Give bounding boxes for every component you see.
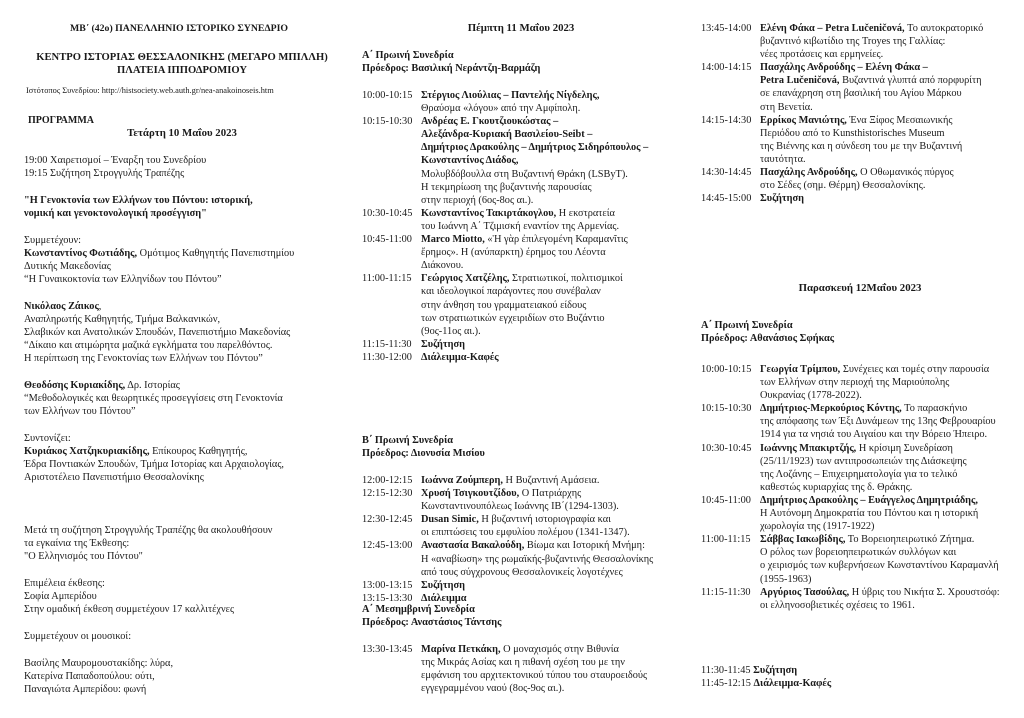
participant-talk: των Ελλήνων του Πόντου” (24, 406, 136, 418)
schedule-line: 19:15 Συζήτηση Στρογγυλής Τραπέζης (24, 168, 185, 180)
session-entries (701, 363, 1024, 612)
entry-line (760, 74, 1021, 87)
time-slot: 12:30-12:45 (362, 514, 413, 526)
talk-title: Η τεκμηρίωση της βυζαντινής παρουσίας (421, 181, 592, 193)
musician: Κατερίνα Παπαδοπούλου: ούτι, (24, 671, 155, 683)
schedule-entry (362, 351, 692, 364)
talk-title: σε επανάχρηση στη βασιλική του Αγίου Μάρκου (760, 88, 962, 100)
talk-title: ἔρημος». Η (ανύπαρκτη) έρημος του Λέοντα (421, 247, 606, 259)
moderator-label: Συντονίζει: (24, 433, 71, 444)
curation-line: Στην ομαδική έκθεση συμμετέχουν 17 καλλιτέχνες (24, 604, 235, 616)
time-slot: 14:45-15:00 (701, 193, 752, 205)
moderator (24, 445, 284, 484)
session-heading (362, 603, 501, 629)
speaker-name: Δημήτριος Δρακούλης – Ευάγγελος Δημητριάδης, (760, 494, 978, 506)
session-title: Α΄ Μεσημβρινή Συνεδρία (362, 604, 475, 615)
schedule-entry (362, 233, 692, 272)
entry-body (421, 643, 692, 695)
entry-body (760, 22, 1021, 61)
moderator-role: Επίκουρος Καθηγητής, (149, 446, 248, 457)
time-slot: 14:15-14:30 (701, 114, 752, 126)
entry-body (421, 351, 692, 364)
talk-title: Κωνσταντινουπόλεως Ιωάννης ΙΒ΄(1294-1303). (421, 501, 619, 513)
participant-role: Αναπληρωτής Καθηγητής, Τμήμα Βαλκανικών, (24, 314, 221, 326)
time-slot: 14:30-14:45 (701, 167, 752, 179)
schedule-entry (701, 166, 1021, 192)
speaker-name: Συζήτηση (760, 193, 804, 205)
entry-line (421, 115, 692, 128)
program-label: ΠΡΟΓΡΑΜΜΑ (28, 115, 94, 126)
talk-title: στο Σέδες (σημ. Θέρμη) Θεσσαλονίκης. (760, 180, 926, 192)
speaker-name: Συζήτηση (421, 579, 465, 591)
speaker-name: Ερρίκος Μανιώτης, (760, 114, 847, 126)
talk-title: της Βιέννης και η σύνδεση του με την Βυζαντινή (760, 140, 963, 152)
participant-talk: “Μεθοδολογικές και θεωρητικές προσεγγίσεις στη Γενοκτονία (24, 393, 283, 405)
participant-talk: Η περίπτωση της Γενοκτονίας των Ελλήνων του Πόντου” (24, 353, 263, 365)
schedule-entry (362, 539, 692, 578)
session-entries (362, 474, 692, 605)
talk-title: του Ιωάννη Α΄ Τζιμισκή εναντίον της Αρμενίας. (421, 220, 620, 232)
entry-line (760, 442, 1024, 455)
time-slot: 10:30-10:45 (701, 442, 752, 454)
moderator-role: Έδρα Ποντιακών Σπουδών, Τμήμα Ιστορίας και Αρχαιολογίας, (24, 459, 284, 471)
participant-role: Δυτικής Μακεδονίας (24, 261, 111, 273)
talk-title: της Μικράς Ασίας και η πιθανή σχέση του με την (421, 657, 625, 669)
talk-title: ταυτότητα. (760, 153, 806, 165)
musicians-label: Συμμετέχουν οι μουσικοί: (24, 631, 132, 642)
participant-name: Κωνσταντίνος Φωτιάδης, (24, 248, 138, 259)
entry-line (760, 114, 1021, 127)
entry-line (421, 207, 692, 220)
speaker-name: Κωνσταντίνος Διάδος, (421, 155, 519, 167)
talk-title: Διάκονου. (421, 260, 464, 272)
session-entries (362, 89, 692, 364)
speaker-name: Μαρίνα Πετκάκη, (421, 644, 501, 655)
entry-line (760, 192, 1021, 205)
session-title: Α΄ Πρωινή Συνεδρία (701, 320, 793, 331)
schedule-entry (362, 474, 692, 487)
speaker-name: Πασχάλης Ανδρούδης, (760, 167, 858, 179)
talk-title: Η εκστρατεία (556, 207, 615, 219)
talk-title: «Ἡ γὰρ ἐπιλεγομένη Καραμανῖτις (484, 234, 628, 246)
entry-body (421, 579, 692, 592)
venue-line: ΚΕΝΤΡΟ ΙΣΤΟΡΙΑΣ ΘΕΣΣΑΛΟΝΙΚΗΣ (ΜΕΓΑΡΟ ΜΠΙΛΛΗ) (36, 52, 328, 63)
schedule-entry (362, 579, 692, 592)
time-slot: 11:00-11:15 (701, 534, 751, 546)
comma: , (98, 301, 102, 312)
entry-line (421, 579, 692, 592)
talk-title: Ο Πατριάρχης (519, 488, 582, 500)
time-slot: 10:45-11:00 (701, 494, 751, 506)
session-entries (362, 643, 692, 695)
talk-title: στην περιοχή (6ος-8ος αι.). (421, 194, 534, 206)
time-slot: 10:15-10:30 (362, 116, 413, 128)
speaker-name: Αργύριος Τασούλας, (760, 586, 850, 598)
talk-title: 1914 για τα νησιά του Αιγαίου και την Βόρειο Ήπειρο. (760, 429, 988, 441)
schedule-entry (362, 207, 692, 233)
talk-title: Ουκρανίας (1778-2022). (760, 390, 862, 402)
time-slot: 11:00-11:15 (362, 273, 412, 285)
talk-title: Θραύσμα «λόγου» από την Αμφίπολη. (421, 103, 581, 115)
speaker-name: Στέργιος Λιούλιας – Παντελής Νίγδελης, (421, 90, 600, 101)
entry-body (760, 586, 1024, 612)
entry-line (421, 351, 692, 364)
curation-line: Σοφία Αμπερίδου (24, 591, 97, 603)
curation-block (24, 577, 234, 616)
talk-title: της Λοζάνης – Επιχειρηματολογία για το τελικό (760, 468, 958, 480)
entry-line (760, 22, 1021, 35)
participant-talk: “Η Γυναικοκτονία των Ελληνίδων του Πόντου” (24, 274, 222, 286)
talk-title: οι ελληνοσοβιετικές σχέσεις το 1961. (760, 599, 915, 611)
time-slot: 12:15-12:30 (362, 488, 413, 500)
speaker-name: Ιωάννης Μπακιρτζής, (760, 442, 857, 454)
talk-title: Βίωμα και Ιστορική Μνήμη: (524, 540, 645, 552)
closing-block (701, 664, 831, 690)
entry-body (760, 114, 1021, 166)
talk-title: Το παρασκήνιο (901, 403, 968, 415)
time-slot: 10:30-10:45 (362, 207, 413, 219)
participants-label: Συμμετέχουν: (24, 235, 82, 246)
entry-body (421, 115, 692, 207)
entry-body (421, 487, 692, 513)
talk-title: οι επιπτώσεις του εμφυλίου πολέμου (1341-1347). (421, 527, 630, 539)
entry-line (421, 141, 692, 154)
venue-line: ΠΛΑΤΕΙΑ ΙΠΠΟΔΡΟΜΙΟΥ (117, 65, 247, 76)
talk-title: Στρατιωτικοί, πολιτισμικοί (509, 273, 623, 285)
session-heading (362, 434, 485, 460)
entry-body (760, 533, 1024, 585)
session-chair: Πρόεδρος: Βασιλική Νεράντζη-Βαρμάζη (362, 63, 541, 75)
talk-title: εμφάνιση του αρχιτεκτονικού τύπου του σταυροειδούς (421, 670, 648, 682)
speaker-name: Διάλειμμα-Καφές (421, 351, 499, 363)
speaker-name: Πασχάλης Ανδρούδης – Ελένη Φάκα – (760, 62, 928, 74)
day-heading-wednesday: Τετάρτη 10 Μαΐου 2023 (127, 127, 237, 139)
day-heading-friday: Παρασκευή 12Μαΐου 2023 (798, 282, 922, 294)
schedule-entry (362, 89, 692, 115)
website-line: Ιστότοπος Συνεδρίου: http://histsociety.web.auth.gr/nea-anakoinoseis.htm (26, 86, 274, 95)
entry-body (760, 494, 1024, 533)
entry-line (421, 89, 692, 102)
talk-title: Ο μοναχισμός στην Βιθυνία (500, 644, 619, 655)
time-slot: 10:00-10:15 (362, 90, 413, 101)
time-slot: 11:15-11:30 (362, 338, 412, 350)
entry-line (760, 533, 1024, 546)
talk-title: Συνέχειες και τομές στην παρουσία (840, 364, 990, 375)
venue-heading (24, 51, 340, 77)
schedule-entry (701, 586, 1024, 612)
schedule-entry (701, 61, 1021, 113)
entry-line (421, 154, 692, 167)
participant-name: Νικόλαος Ζάικος (24, 301, 99, 312)
schedule-entry (701, 114, 1021, 166)
entry-body (760, 442, 1024, 494)
talk-title: Ένα Ξίφος Μεσαιωνικής (846, 114, 953, 126)
speaker-name: Δημήτριος-Μερκούριος Κόντης, (760, 403, 902, 415)
musician: Παναγιώτα Αμπερίδου: φωνή (24, 684, 147, 696)
entry-line (421, 487, 692, 500)
participant (24, 247, 294, 286)
entry-body (421, 89, 692, 115)
speaker-name: Κωνσταντίνος Τακιρτάκογλου, (421, 207, 557, 219)
entry-body (760, 166, 1021, 192)
talk-title: και ιδεολογικοί παράγοντες που συνέβαλαν (421, 286, 601, 298)
session-chair: Πρόεδρος: Αθανάσιος Σφήκας (701, 333, 835, 345)
session-heading (362, 49, 540, 75)
entry-body (760, 363, 1024, 402)
talk-title: Μολυβδόβουλλα στη Βυζαντινή Θράκη (LSByT). (421, 168, 628, 180)
entry-line (421, 539, 692, 552)
opening-block (24, 154, 206, 180)
curation-line: Επιμέλεια έκθεσης: (24, 578, 105, 589)
talk-title: από τους σύγχρονους Θεσσαλονικείς λογοτέχνες (421, 566, 623, 578)
schedule-entry (701, 402, 1024, 441)
entry-body (421, 207, 692, 233)
speaker-name: Σάββας Ιακωβίδης, (760, 534, 846, 546)
schedule-entry (362, 513, 692, 539)
entry-line (421, 513, 692, 526)
participant-role: Σλαβικών και Ανατολικών Σπουδών, Πανεπιστήμιο Μακεδονίας (24, 327, 291, 339)
talk-title: Η Αυτόνομη Δημοκρατία του Πόντου και η ιστορική (760, 508, 979, 520)
time-slot: 12:00-12:15 (362, 475, 413, 486)
schedule-entry (362, 338, 692, 351)
talk-title: Η ύβρις του Νικήτα Σ. Χρουστσόφ: (849, 586, 1000, 598)
speaker-name: Ιωάννα Ζούμπερη, (421, 475, 503, 486)
musicians-block (24, 657, 173, 696)
talk-title: Ο ρόλος των βορειοηπειρωτικών συλλόγων και (760, 547, 957, 559)
conference-title: ΜΒ΄ (42ο) ΠΑΝΕΛΛΗΝΙΟ ΙΣΤΟΡΙΚΟ ΣΥΝΕΔΡΙΟ (70, 23, 288, 34)
talk-title: καθεστώς κυριαρχίας της δ. Θράκης. (760, 481, 913, 493)
speaker-name: Αναστασία Βακαλούδη, (421, 540, 525, 552)
session-heading (701, 319, 834, 345)
entry-line (760, 363, 1024, 376)
schedule-entry (701, 442, 1024, 494)
talk-title: στην άνθηση του γραμματειακού είδους (421, 299, 587, 311)
speaker-name: Δημήτριος Δρακούλης – Δημήτριος Σιδηρόπουλος – (421, 142, 649, 154)
participant-name: Θεοδόσης Κυριακίδης, (24, 380, 126, 391)
talk-title: Το Βορειοηπειρωτικό Ζήτημα. (845, 534, 975, 546)
participant-talk: “Δίκαιο και ατιμώρητα μαζικά εγκλήματα του παρελθόντος. (24, 340, 273, 352)
entry-line (421, 643, 692, 656)
speaker-name: Διάλειμμα (421, 592, 467, 604)
entry-line (421, 272, 692, 285)
talk-title: (9ος-11ος αι.). (421, 325, 481, 337)
entry-title: Διάλειμμα-Καφές (753, 678, 832, 690)
time-slot: 11:30-12:00 (362, 351, 412, 363)
entry-line (760, 586, 1024, 599)
talk-title: Περιόδου από το Kunsthistorisches Museum (760, 127, 945, 139)
participant-role: Δρ. Ιστορίας (125, 380, 180, 391)
entry-line (760, 494, 1024, 507)
session-title: Α΄ Πρωινή Συνεδρία (362, 50, 454, 61)
talk-title: (25/11/1923) των αντιπροσωπειών της Διάσκεψης (760, 455, 967, 467)
musician: Βασίλης Μαυρομουστακίδης: λύρα, (24, 658, 174, 669)
entry-body (421, 272, 692, 337)
speaker-name: Γεωργία Τρίμπου, (760, 364, 841, 375)
entry-title: Συζήτηση (753, 665, 798, 676)
time-slot: 10:45-11:00 (362, 234, 412, 246)
schedule-entry (362, 643, 692, 695)
speaker-name: Petra Lučeničová, (760, 75, 840, 87)
talk-title: των στρατιωτικών εγχειριδίων στο Βυζάντιο (421, 312, 605, 324)
speaker-name: Ανδρέας Ε. Γκουτζιουκώστας – (421, 116, 559, 128)
exhibition-title: "Ο Ελληνισμός του Πόντου" (24, 551, 143, 563)
entry-line (421, 128, 692, 141)
schedule-entry (701, 192, 1021, 205)
session-chair: Πρόεδρος: Διονυσία Μισίου (362, 448, 485, 460)
speaker-name: Αλεξάνδρα-Κυριακή Βασιλείου-Seibt – (421, 129, 593, 141)
talk-title: ο χειρισμός των κυβερνήσεων Κωνσταντίνου Καραμανλή (760, 560, 999, 572)
schedule-entry (701, 494, 1024, 533)
talk-title: στη Βενετία. (760, 101, 813, 113)
entry-body (760, 61, 1021, 113)
entry-line (760, 402, 1024, 415)
talk-title: Το αυτοκρατορικό (904, 23, 984, 34)
talk-title: νέες προτάσεις και ερμηνείες. (760, 49, 884, 61)
time-slot: 10:15-10:30 (701, 403, 752, 415)
talk-title: της απόφασης των Έξι Δυνάμεων της 13ης Φεβρουαρίου (760, 416, 996, 428)
talk-title: χωρολογία της (1917-1922) (760, 521, 875, 533)
session-entries (701, 22, 1021, 205)
talk-title: Η Βυζαντινή Αμάσεια. (502, 475, 600, 486)
participant-role: Ομότιμος Καθηγητής Πανεπιστημίου (137, 248, 295, 259)
entry-body (760, 192, 1021, 205)
talk-title: Η κρίσιμη Συνεδρίαση (856, 442, 953, 454)
time-slot: 14:00-14:15 (701, 62, 752, 74)
talk-title: Ο Οθωμανικός πύργος (857, 167, 954, 179)
schedule-line: 19:00 Χαιρετισμοί – Έναρξη του Συνεδρίου (24, 155, 207, 166)
talk-title: βυζαντινό κιβωτίδιο της Troyes της Γαλλίας: (760, 36, 946, 48)
exhibition-line: Μετά τη συζήτηση Στρογγυλής Τραπέζης θα ακολουθήσουν (24, 525, 273, 536)
entry-line (421, 233, 692, 246)
moderator-name: Κυριάκος Χατζηκυριακίδης, (24, 446, 150, 457)
roundtable-title (24, 194, 253, 220)
title-line: "Η Γενοκτονία των Ελλήνων του Πόντου: ιστορική, (24, 195, 253, 206)
entry-body (421, 338, 692, 351)
participant (24, 379, 283, 418)
entry-body (760, 402, 1024, 441)
speaker-name: Χρυσή Τσιγκουτζίδου, (421, 488, 520, 500)
session-chair: Πρόεδρος: Αναστάσιος Τάντσης (362, 617, 502, 629)
talk-title: των Ελλήνων στην περιοχή της Μαριούπολης (760, 377, 950, 389)
title-line: νομική και γενοκτονολογική προσέγγιση" (24, 208, 207, 220)
time-slot: 13:30-13:45 (362, 644, 413, 655)
talk-title: Η «αναβίωση» της ρωμαϊκής-βυζαντινής Θεσσαλονίκης (421, 553, 654, 565)
time-slot: 13:15-13:30 (362, 592, 413, 604)
exhibition-line: τα εγκαίνια της Έκθεσης: (24, 538, 130, 550)
schedule-entry (362, 487, 692, 513)
time-slot: 13:00-13:15 (362, 579, 413, 591)
speaker-name: Ελένη Φάκα – Petra Lučeničová, (760, 23, 905, 34)
schedule-entry (701, 533, 1024, 585)
time-slot: 11:45-12:15 (701, 678, 751, 690)
talk-title: (1955-1963) (760, 573, 812, 585)
entry-body (421, 233, 692, 272)
schedule-entry (701, 363, 1024, 402)
entry-body (421, 539, 692, 578)
moderator-role: Αριστοτέλειο Πανεπιστήμιο Θεσσαλονίκης (24, 472, 204, 484)
schedule-entry (362, 115, 692, 207)
talk-title: Βυζαντινά γλυπτά από πορφυρίτη (839, 75, 982, 87)
speaker-name: Συζήτηση (421, 338, 465, 350)
schedule-entry (701, 22, 1021, 61)
time-slot: 10:00-10:15 (701, 364, 752, 375)
talk-title: Η βυζαντινή ιστοριογραφία και (478, 514, 611, 526)
entry-line (421, 338, 692, 351)
entry-line (760, 61, 1021, 74)
entry-line (421, 474, 692, 487)
entry-body (421, 474, 692, 487)
day-heading-thursday: Πέμπτη 11 Μαΐου 2023 (467, 22, 575, 34)
exhibition-block (24, 524, 272, 563)
entry-body (421, 513, 692, 539)
speaker-name: Γεώργιος Χατζέλης, (421, 273, 510, 285)
time-slot: 11:30-11:45 (701, 665, 751, 676)
speaker-name: Marco Miotto, (421, 234, 485, 246)
speaker-name: Dusan Simic, (421, 514, 479, 526)
talk-title: εγγεγραμμένου ναού (8ος-9ος αι.). (421, 683, 565, 695)
schedule-entry (362, 272, 692, 337)
time-slot: 12:45-13:00 (362, 540, 413, 552)
time-slot: 13:45-14:00 (701, 23, 752, 34)
time-slot: 11:15-11:30 (701, 586, 751, 598)
participant (24, 300, 290, 365)
session-title: Β΄ Πρωινή Συνεδρία (362, 435, 454, 446)
entry-line (760, 166, 1021, 179)
